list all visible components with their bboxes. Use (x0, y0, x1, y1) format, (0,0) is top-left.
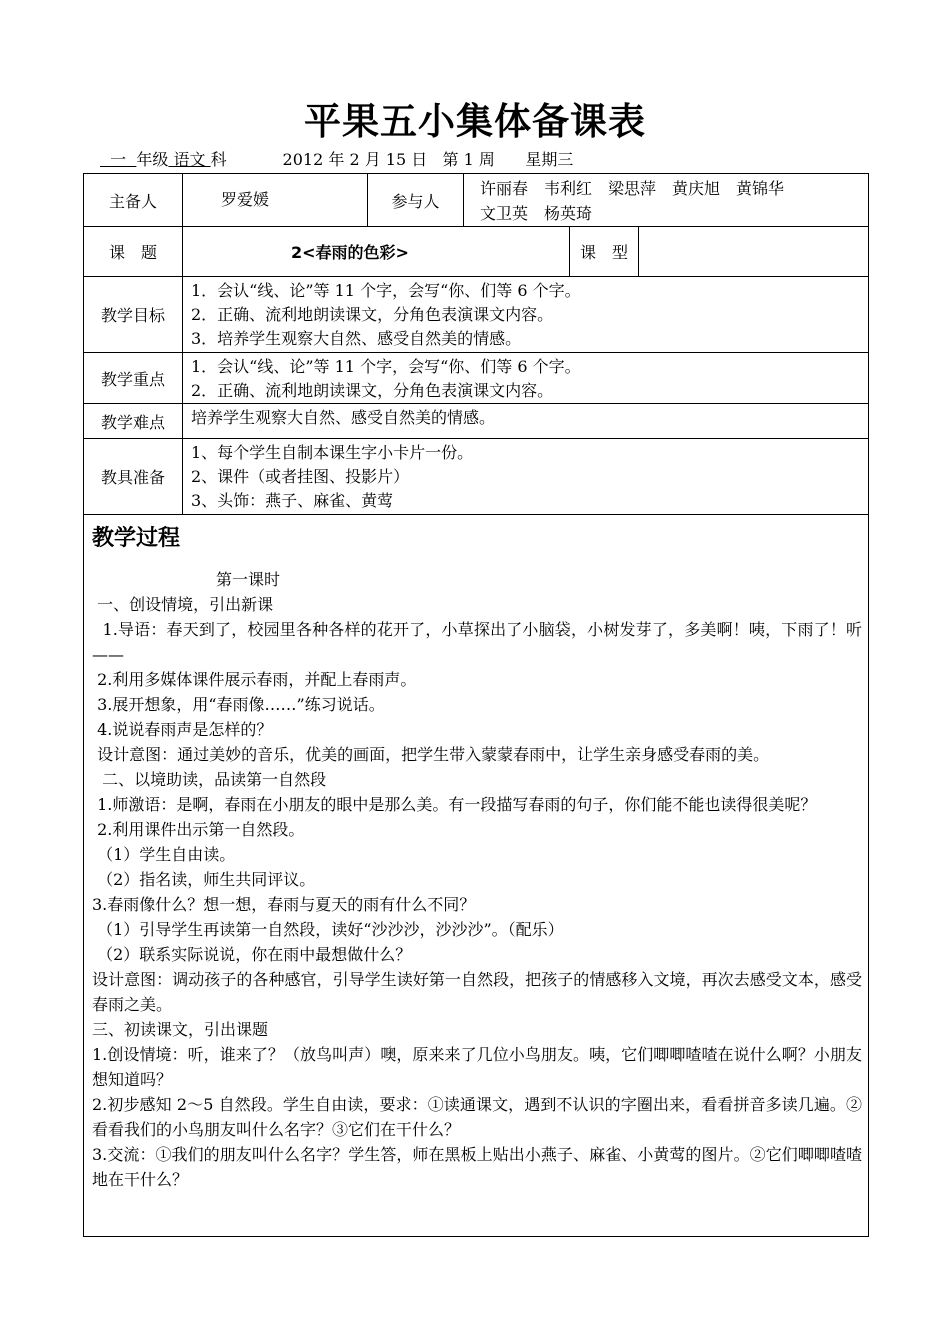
grade-suffix: 年级 (136, 150, 169, 169)
type-label: 课 型 (570, 227, 639, 277)
week-text: 第 1 周 (442, 150, 495, 169)
goal-item: 1．会认“线、论”等 11 个字，会写“你、们等 6 个字。 (191, 281, 581, 300)
lesson-plan-table (83, 173, 869, 1237)
process-line: 2.利用课件出示第一自然段。 (92, 820, 305, 839)
row-goals (84, 277, 869, 353)
tool-item: 1、每个学生自制本课生字小卡片一份。 (191, 443, 474, 462)
row-focus (84, 353, 869, 404)
row-people (84, 174, 869, 227)
tools-label: 教具准备 (84, 439, 183, 515)
row-process (84, 515, 869, 1237)
process-line: 2.初步感知 2～5 自然段。学生自由读，要求：①读通课文，遇到不认识的字圈出来，看看拼音多读几遍。②看看我们的小鸟朋友叫什么名字？③它们在干什么？ (92, 1095, 863, 1139)
participants-cell (464, 174, 869, 227)
topic-value: 2<春雨的色彩> (183, 227, 570, 277)
process-line: （1）学生自由读。 (92, 845, 236, 864)
process-line: 三、初读课文，引出课题 (92, 1020, 269, 1039)
grade-value: 一 (110, 150, 127, 169)
participants-line-2: 文卫英 杨英琦 (480, 204, 593, 223)
type-value (639, 227, 869, 277)
process-line: 4.说说春雨声是怎样的？ (92, 720, 273, 739)
process-line: 1.师激语：是啊，春雨在小朋友的眼中是那么美。有一段描写春雨的句子，你们能不能也读得很美呢？ (92, 795, 817, 814)
process-line: 一、创设情境，引出新课 (92, 595, 274, 614)
process-title: 教学过程 (92, 526, 181, 551)
process-line: 设计意图：通过美妙的音乐，优美的画面，把学生带入蒙蒙春雨中，让学生亲身感受春雨的美。 (92, 745, 770, 764)
focus-item: 2．正确、流利地朗读课文，分角色表演课文内容。 (191, 381, 554, 400)
process-line: 3.展开想象，用“春雨像……”练习说话。 (92, 695, 385, 714)
process-line: （2）联系实际说说，你在雨中最想做什么？ (92, 945, 412, 964)
participants-label: 参与人 (368, 174, 464, 227)
subject-value: 语文 (173, 150, 206, 169)
row-topic (84, 227, 869, 277)
page-title: 平果五小集体备课表 (304, 100, 646, 143)
difficulty-label: 教学难点 (84, 404, 183, 439)
process-line: （2）指名读，师生共同评议。 (92, 870, 316, 889)
focus-label: 教学重点 (84, 353, 183, 404)
preparer-label: 主备人 (84, 174, 183, 227)
goal-item: 3．培养学生观察大自然、感受自然美的情感。 (191, 329, 522, 348)
preparer-name: 罗爱媛 (183, 174, 368, 227)
date-text: 2012 年 2 月 15 日 (282, 150, 428, 169)
tool-item: 2、课件（或者挂图、投影片） (191, 467, 410, 486)
subject-suffix: 科 (210, 150, 227, 169)
process-cell (84, 515, 869, 1237)
process-line: 3.交流：①我们的朋友叫什么名字？学生答，师在黑板上贴出小燕子、麻雀、小黄莺的图片。②它们唧唧喳喳地在干什么？ (92, 1145, 863, 1189)
difficulty-text: 培养学生观察大自然、感受自然美的情感。 (183, 404, 869, 439)
topic-label: 课 题 (84, 227, 183, 277)
focus-item: 1．会认“线、论”等 11 个字，会写“你、们等 6 个字。 (191, 357, 581, 376)
process-line: 3.春雨像什么？想一想，春雨与夏天的雨有什么不同？ (92, 895, 476, 914)
process-line: 2.利用多媒体课件展示春雨，并配上春雨声。 (92, 670, 417, 689)
weekday-text: 星期三 (525, 150, 574, 169)
process-line: 1.创设情境：听，谁来了？（放鸟叫声）噢，原来来了几位小鸟朋友。咦，它们唧唧喳喳在说什么啊？小朋友想知道吗？ (92, 1045, 863, 1089)
process-line: 二、以境助读，品读第一自然段 (92, 770, 327, 789)
row-difficulty (84, 404, 869, 439)
row-tools (84, 439, 869, 515)
process-line: （1）引导学生再读第一自然段，读好“沙沙沙，沙沙沙”。（配乐） (92, 920, 564, 939)
lesson-period: 第一课时 (216, 570, 281, 589)
tool-item: 3、头饰：燕子、麻雀、黄莺 (191, 491, 394, 510)
header-meta (100, 150, 573, 170)
goals-list (183, 277, 869, 353)
process-line: 1.导语：春天到了，校园里各种各样的花开了，小草探出了小脑袋，小树发芽了，多美啊！咦，下雨了！听—— (92, 620, 863, 664)
goal-item: 2．正确、流利地朗读课文，分角色表演课文内容。 (191, 305, 554, 324)
process-lines (92, 592, 862, 1192)
goals-label: 教学目标 (84, 277, 183, 353)
tools-list (183, 439, 869, 515)
focus-list (183, 353, 869, 404)
participants-line-1: 许丽春 韦利红 梁思萍 黄庆旭 黄锦华 (480, 179, 785, 198)
process-line: 设计意图：调动孩子的各种感官，引导学生读好第一自然段，把孩子的情感移入文境，再次去感受文本，感受春雨之美。 (92, 970, 863, 1014)
